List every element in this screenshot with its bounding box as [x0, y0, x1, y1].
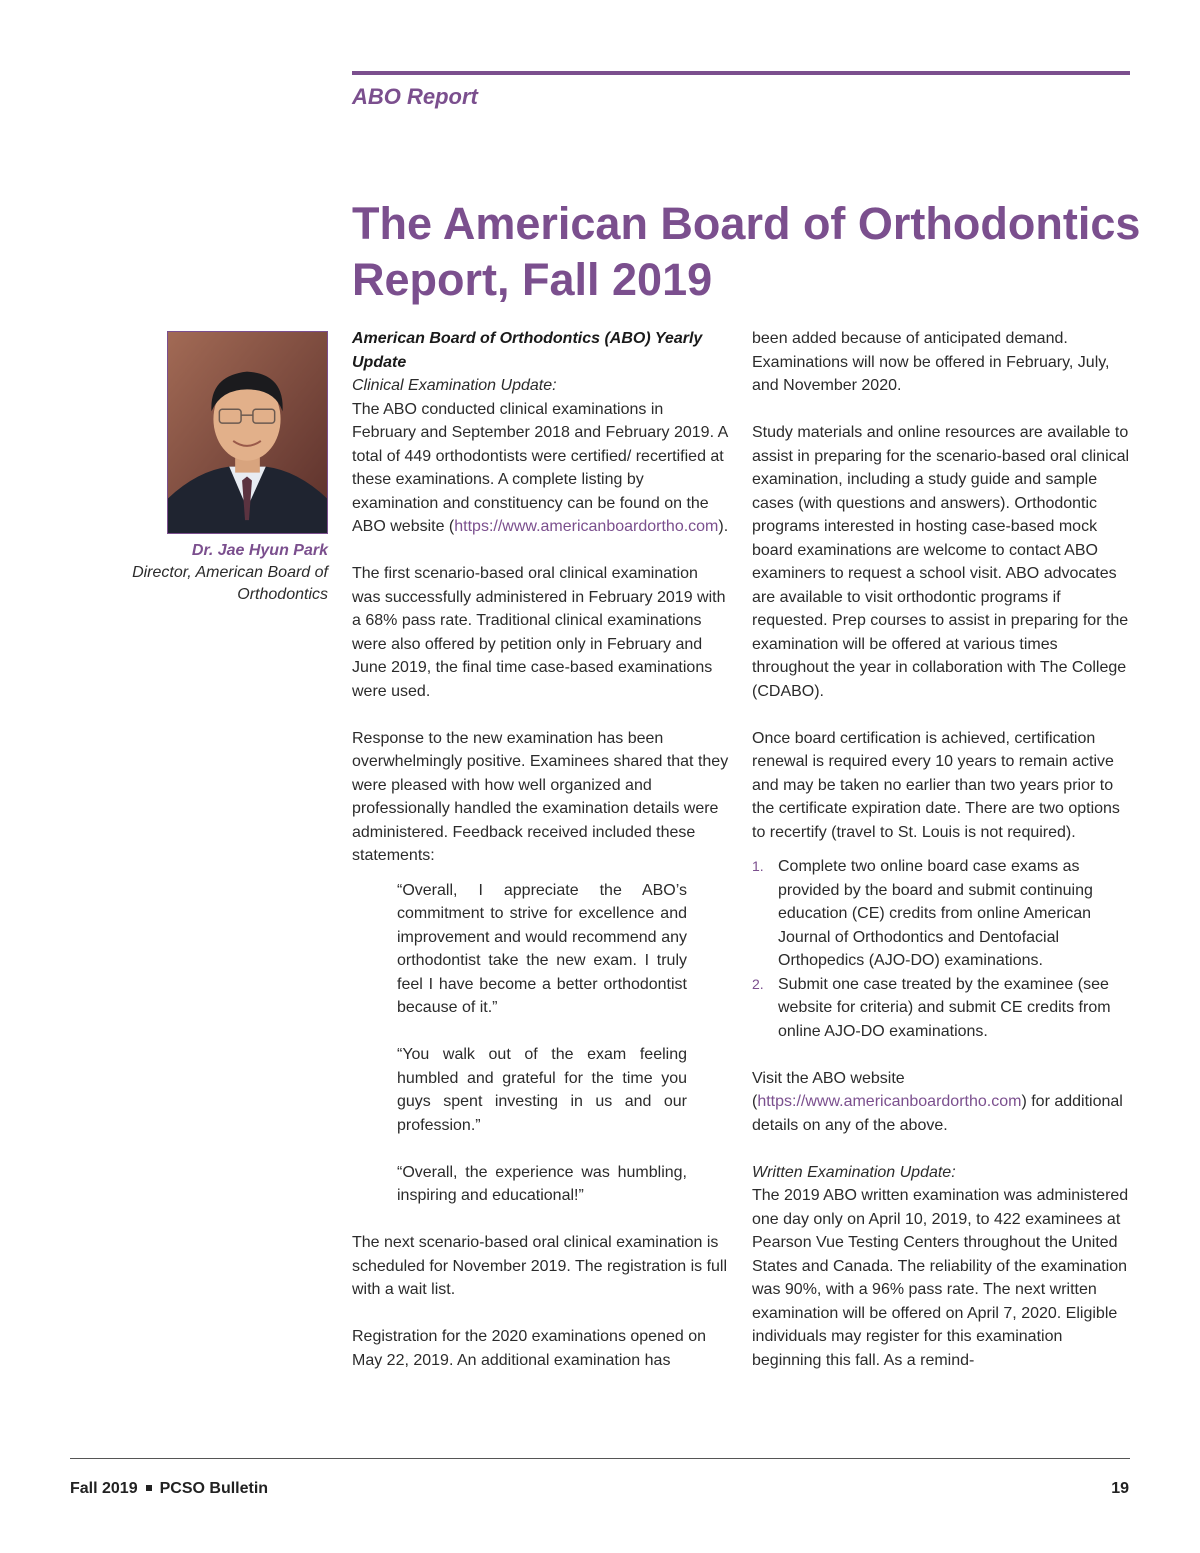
paragraph-text: ). — [718, 518, 729, 535]
footer-issue-date: Fall 2019 — [70, 1480, 138, 1497]
paragraph: been added because of anticipated demand. Examinations will now be offered in February, July, and November 2020. — [752, 330, 1110, 394]
footer-issue — [70, 1480, 268, 1498]
clinical-subheading: Clinical Examination Update: — [352, 377, 557, 394]
paragraph: The next scenario-based oral clinical examination is scheduled for November 2019. The registration is full with a wait list. — [352, 1234, 728, 1298]
paragraph: Response to the new examination has been overwhelmingly positive. Examinees shared that they were pleased with how well organized and professionally handled the examination details were administered. Feedback received included these statements: — [352, 729, 729, 864]
section-label: ABO Report — [352, 84, 478, 109]
paragraph — [352, 398, 730, 539]
list-number: 1. — [752, 858, 764, 874]
list-item-text: Complete two online board case exams as provided by the board and submit continuing education (CE) credits from online American Journal of Orthodontics and Dentofacial Orthopedics (AJO-DO) examinations. — [778, 858, 1093, 969]
list-item — [752, 855, 1130, 973]
recertify-options-list — [752, 855, 1130, 1043]
footer-rule — [70, 1458, 1130, 1459]
abo-website-link[interactable]: https://www.americanboardortho.com — [454, 518, 719, 535]
left-column — [352, 327, 730, 1396]
list-item — [752, 973, 1130, 1044]
author-photo — [167, 331, 328, 534]
title-line-1: The American Board of Orthodontics — [352, 198, 1141, 249]
paragraph — [752, 1067, 1130, 1138]
header-rule — [352, 71, 1130, 75]
paragraph: Registration for the 2020 examinations opened on May 22, 2019. An additional examination has — [352, 1328, 707, 1369]
paragraph: The first scenario-based oral clinical examination was successfully administered in February 2019 with a 68% pass rate. Traditional clinical examinations were also offered by petition only in February and June 2019, the final time case-based examinations were used. — [352, 565, 726, 700]
paragraph-text: The ABO conducted clinical examinations in February and September 2018 and February 2019. A total of 449 orthodontists were certified/ recertified at these examinations. A complete listing by examination and constituency can be found on the ABO website ( — [352, 400, 728, 535]
abo-website-link[interactable]: https://www.americanboardortho.com — [757, 1093, 1022, 1110]
square-bullet-icon — [146, 1485, 152, 1491]
paragraph-text: Visit the ABO website ( — [752, 1069, 905, 1110]
testimonial-quote: “You walk out of the exam feeling humbled and grateful for the time you guys spent investing in us and our profession.” — [397, 1046, 687, 1134]
testimonial-quote: “Overall, the experience was humbling, inspiring and educational!” — [397, 1163, 687, 1204]
page-title — [352, 196, 1142, 308]
author-name: Dr. Jae Hyun Park — [191, 542, 328, 559]
right-column — [752, 327, 1130, 1396]
author-caption — [100, 540, 328, 606]
list-item-text: Submit one case treated by the examinee (see website for criteria) and submit CE credits from online AJO-DO examinations. — [778, 975, 1111, 1040]
paragraph: Once board certification is achieved, certification renewal is required every 10 years to remain active and may be taken no earlier than two years prior to the certificate expiration date. There are two options to recertify (travel to St. Louis is not required). — [752, 729, 1120, 841]
paragraph: Study materials and online resources are available to assist in preparing for the scenario-based oral clinical examination, including a study guide and sample cases (with questions and answers). Orthodontic programs interested in hosting case-based mock board examinations are welcome to contact ABO examiners to request a school visit. ABO advocates are available to visit orthodontic programs if requested. Prep courses to assist in preparing for the examination will be offered at various times throughout the year in collaboration with The College (CDABO). — [752, 424, 1130, 700]
written-subheading: Written Examination Update: — [752, 1163, 956, 1181]
testimonial-quote: “Overall, I appreciate the ABO’s commitment to strive for excellence and improvement and would recommend any orthodontist take the new exam. I truly feel I have become a better orthodontist because of it.” — [397, 881, 687, 1016]
paragraph-text: ) for additional details on any of the above. — [752, 1093, 1123, 1134]
list-number: 2. — [752, 975, 764, 992]
title-line-2: Report, Fall 2019 — [352, 254, 713, 305]
footer-publication: PCSO Bulletin — [159, 1480, 269, 1497]
author-role: Director, American Board of Orthodontics — [132, 564, 328, 603]
page-number: 19 — [1111, 1480, 1129, 1497]
paragraph: The 2019 ABO written examination was administered one day only on April 10, 2019, to 422 examinees at Pearson Vue Testing Centers throughout the United States and Canada. The reliability of the examination was 90%, with a 96% pass rate. The next written examination will be offered on April 7, 2020. Eligible individuals may register for this examination beginning this fall. As a remind- — [752, 1187, 1129, 1369]
article-heading: American Board of Orthodontics (ABO) Yearly Update — [352, 330, 703, 371]
